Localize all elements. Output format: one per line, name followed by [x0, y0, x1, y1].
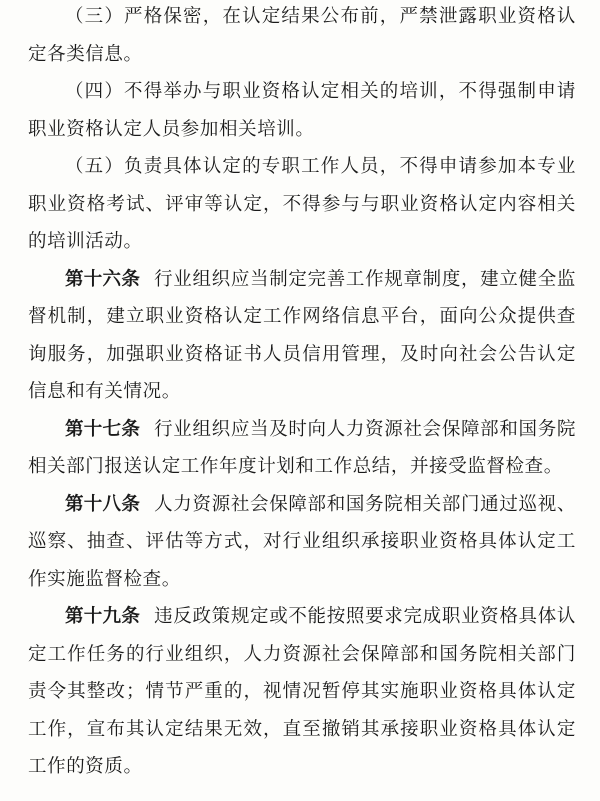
article-17 [28, 411, 576, 486]
article-body: 行业组织应当制定完善工作规章制度，建立健全监督机制，建立职业资格认定工作网络信息平台，面向公众提供查询服务，加强职业资格证书人员信用管理，及时向社会公告认定信息和有关情况。 [28, 268, 576, 402]
article-body: 人力资源社会保障部和国务院相关部门通过巡视、巡察、抽查、评估等方式，对行业组织承接职业资格具体认定工作实施监督检查。 [28, 493, 576, 590]
paragraph-text: （五）负责具体认定的专职工作人员，不得申请参加本专业职业资格考试、评审等认定，不得参与与职业资格认定内容相关的培训活动。 [28, 156, 576, 252]
article-title: 第十六条 [65, 268, 141, 290]
article-title: 第十七条 [65, 418, 141, 440]
article-title: 第十八条 [65, 493, 141, 515]
paragraph-item-3 [28, 0, 576, 73]
article-18 [28, 486, 576, 599]
paragraph-text: （三）严格保密，在认定结果公布前，严禁泄露职业资格认定各类信息。 [28, 6, 576, 65]
paragraph-item-5 [28, 148, 576, 261]
article-title: 第十九条 [65, 606, 141, 627]
paragraph-text: （四）不得举办与职业资格认定相关的培训，不得强制申请职业资格认定人员参加相关培训。 [28, 81, 576, 140]
article-19 [28, 598, 576, 786]
article-body: 行业组织应当及时向人力资源社会保障部和国务院相关部门报送认定工作年度计划和工作总结，并接受监督检查。 [28, 418, 576, 477]
paragraph-item-4 [28, 73, 576, 148]
article-body: 违反政策规定或不能按照要求完成职业资格具体认定工作任务的行业组织，人力资源社会保障部和国务院相关部门责令其整改；情节严重的，视情况暂停其实施职业资格具体认定工作，宣布其认定结果无效，直至撤销其承接职业资格具体认定工作的资质。 [28, 606, 576, 777]
article-16 [28, 261, 576, 411]
